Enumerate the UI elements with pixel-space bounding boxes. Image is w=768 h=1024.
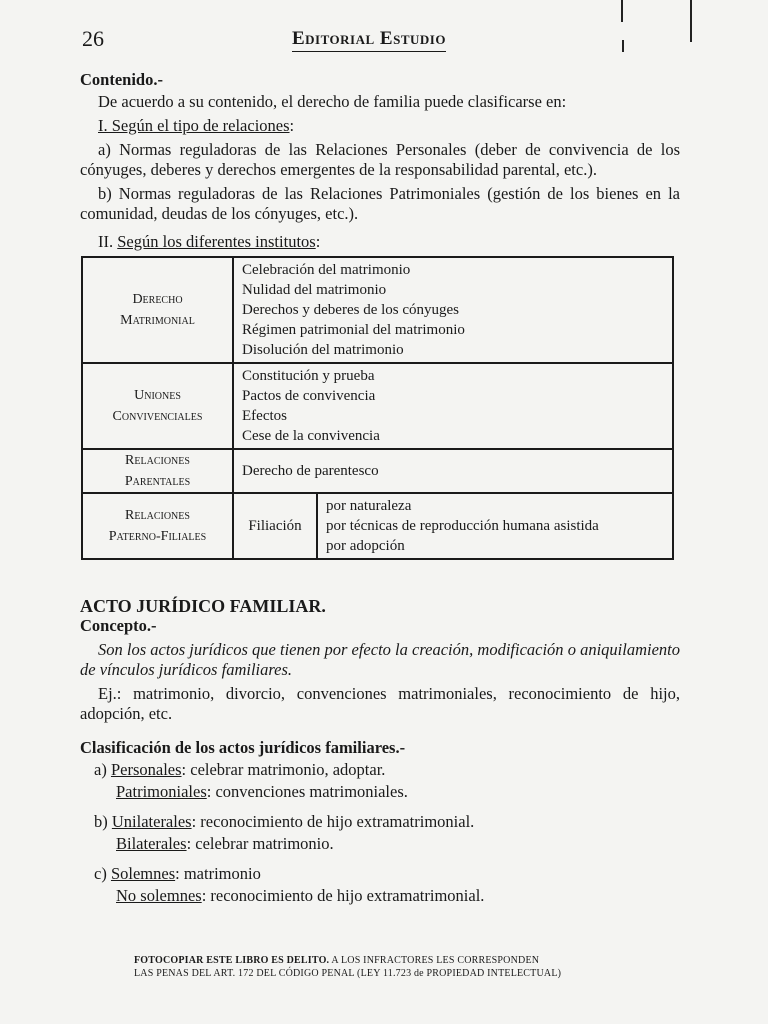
category-line: Relaciones	[125, 508, 190, 523]
section2-prefix: II.	[98, 232, 118, 251]
item-b: b) Normas reguladoras de las Relaciones Patrimoniales (gestión de los bienes en la comunidad, deudas de los cónyuges, etc.).	[80, 184, 680, 223]
list-item: Disolución del matrimonio	[242, 342, 404, 358]
list-item: Derechos y deberes de los cónyuges	[242, 302, 460, 318]
class-text: : reconocimiento de hijo extramatrimonial.	[191, 812, 475, 831]
category-line: Parentales	[124, 474, 191, 489]
class-text: : matrimonio	[175, 864, 261, 883]
footer-rest: A LOS INFRACTORES LES CORRESPONDEN	[329, 955, 540, 966]
items-cell	[233, 363, 673, 449]
section1-colon: :	[289, 116, 295, 135]
class-text: : celebrar matrimonio, adoptar.	[181, 760, 386, 779]
footer-bold: FOTOCOPIAR ESTE LIBRO ES DELITO.	[134, 955, 330, 966]
item-a: a) Normas reguladoras de las Relaciones Personales (deber de convivencia de los cónyuges, deberes y derechos emergentes de la responsabilidad parental, etc.).	[80, 140, 680, 179]
footer-line2: LAS PENAS DEL ART. 172 DEL CÓDIGO PENAL (LEY 11.723 de PROPIEDAD INTELECTUAL)	[134, 968, 562, 979]
scan-mark-1	[621, 0, 623, 22]
class-text: : reconocimiento de hijo extramatrimonial.	[201, 886, 485, 905]
section2-heading: Según los diferentes institutos	[117, 232, 316, 251]
class-c1	[80, 864, 680, 884]
category-cell	[82, 493, 233, 559]
list-item: Cese de la convivencia	[242, 428, 380, 444]
class-a2	[80, 782, 680, 802]
class-b2	[80, 834, 680, 854]
list-item: por adopción	[326, 538, 405, 554]
items-cell	[233, 449, 673, 493]
filiacion-label: Filiación	[248, 518, 302, 534]
category-line: Paterno-Filiales	[108, 529, 207, 544]
items-cell	[317, 493, 673, 559]
scan-mark-2	[690, 0, 692, 42]
class-label: Patrimoniales	[116, 782, 207, 801]
table-row	[82, 363, 673, 449]
acto-title: ACTO JURÍDICO FAMILIAR.	[80, 596, 326, 616]
page-number: 26	[82, 26, 104, 51]
class-label: Personales	[110, 760, 182, 779]
category-line: Relaciones	[125, 453, 190, 468]
section1-heading-line	[80, 116, 680, 136]
category-line: Matrimonial	[120, 313, 195, 328]
list-item: por técnicas de reproducción humana asistida	[326, 518, 599, 534]
list-item: Constitución y prueba	[242, 368, 375, 384]
contenido-intro: De acuerdo a su contenido, el derecho de familia puede clasificarse en:	[98, 92, 567, 111]
list-item: Celebración del matrimonio	[242, 262, 411, 278]
table-row	[82, 257, 673, 363]
filiacion-cell	[233, 493, 317, 559]
scan-mark-3	[622, 40, 624, 52]
class-prefix: c)	[94, 864, 111, 883]
category-cell	[82, 363, 233, 449]
class-b1	[80, 812, 680, 832]
class-label: Unilaterales	[111, 812, 192, 831]
section1-heading: I. Según el tipo de relaciones	[98, 116, 290, 135]
category-line: Convivenciales	[112, 409, 203, 424]
class-a1	[80, 760, 680, 780]
category-cell	[82, 257, 233, 363]
category-line: Derecho	[132, 292, 183, 307]
copyright-footer	[134, 954, 634, 980]
list-item: Pactos de convivencia	[242, 388, 376, 404]
class-label: Bilaterales	[116, 834, 187, 853]
list-item: Régimen patrimonial del matrimonio	[242, 322, 465, 338]
section2-colon: :	[315, 232, 321, 251]
category-cell	[82, 449, 233, 493]
list-item: Efectos	[242, 408, 287, 424]
category-line: Uniones	[134, 388, 181, 403]
class-prefix: a)	[94, 760, 111, 779]
concepto-definition: Son los actos jurídicos que tienen por efecto la creación, modificación o aniquilamiento de vínculos jurídicos familiares.	[80, 640, 680, 679]
concepto-heading: Concepto.-	[80, 616, 157, 635]
items-cell	[233, 257, 673, 363]
contenido-heading: Contenido.-	[80, 70, 163, 89]
running-header: Editorial Estudio	[292, 28, 446, 52]
section2-heading-line	[80, 232, 680, 252]
class-text: : celebrar matrimonio.	[186, 834, 334, 853]
class-prefix: b)	[94, 812, 112, 831]
example-line: Ej.: matrimonio, divorcio, convenciones matrimoniales, reconocimiento de hijo, adopción, etc.	[80, 684, 680, 723]
list-item: Nulidad del matrimonio	[242, 282, 387, 298]
page-content	[80, 70, 680, 906]
class-c2	[80, 886, 680, 906]
class-label: Solemnes	[110, 864, 176, 883]
list-item: por naturaleza	[326, 498, 412, 514]
class-text: : convenciones matrimoniales.	[206, 782, 408, 801]
list-item: Derecho de parentesco	[242, 463, 379, 479]
table-row	[82, 449, 673, 493]
clasificacion-heading: Clasificación de los actos jurídicos familiares.-	[80, 738, 406, 757]
table-row	[82, 493, 673, 559]
institutes-table	[81, 256, 674, 560]
class-label: No solemnes	[116, 886, 202, 905]
